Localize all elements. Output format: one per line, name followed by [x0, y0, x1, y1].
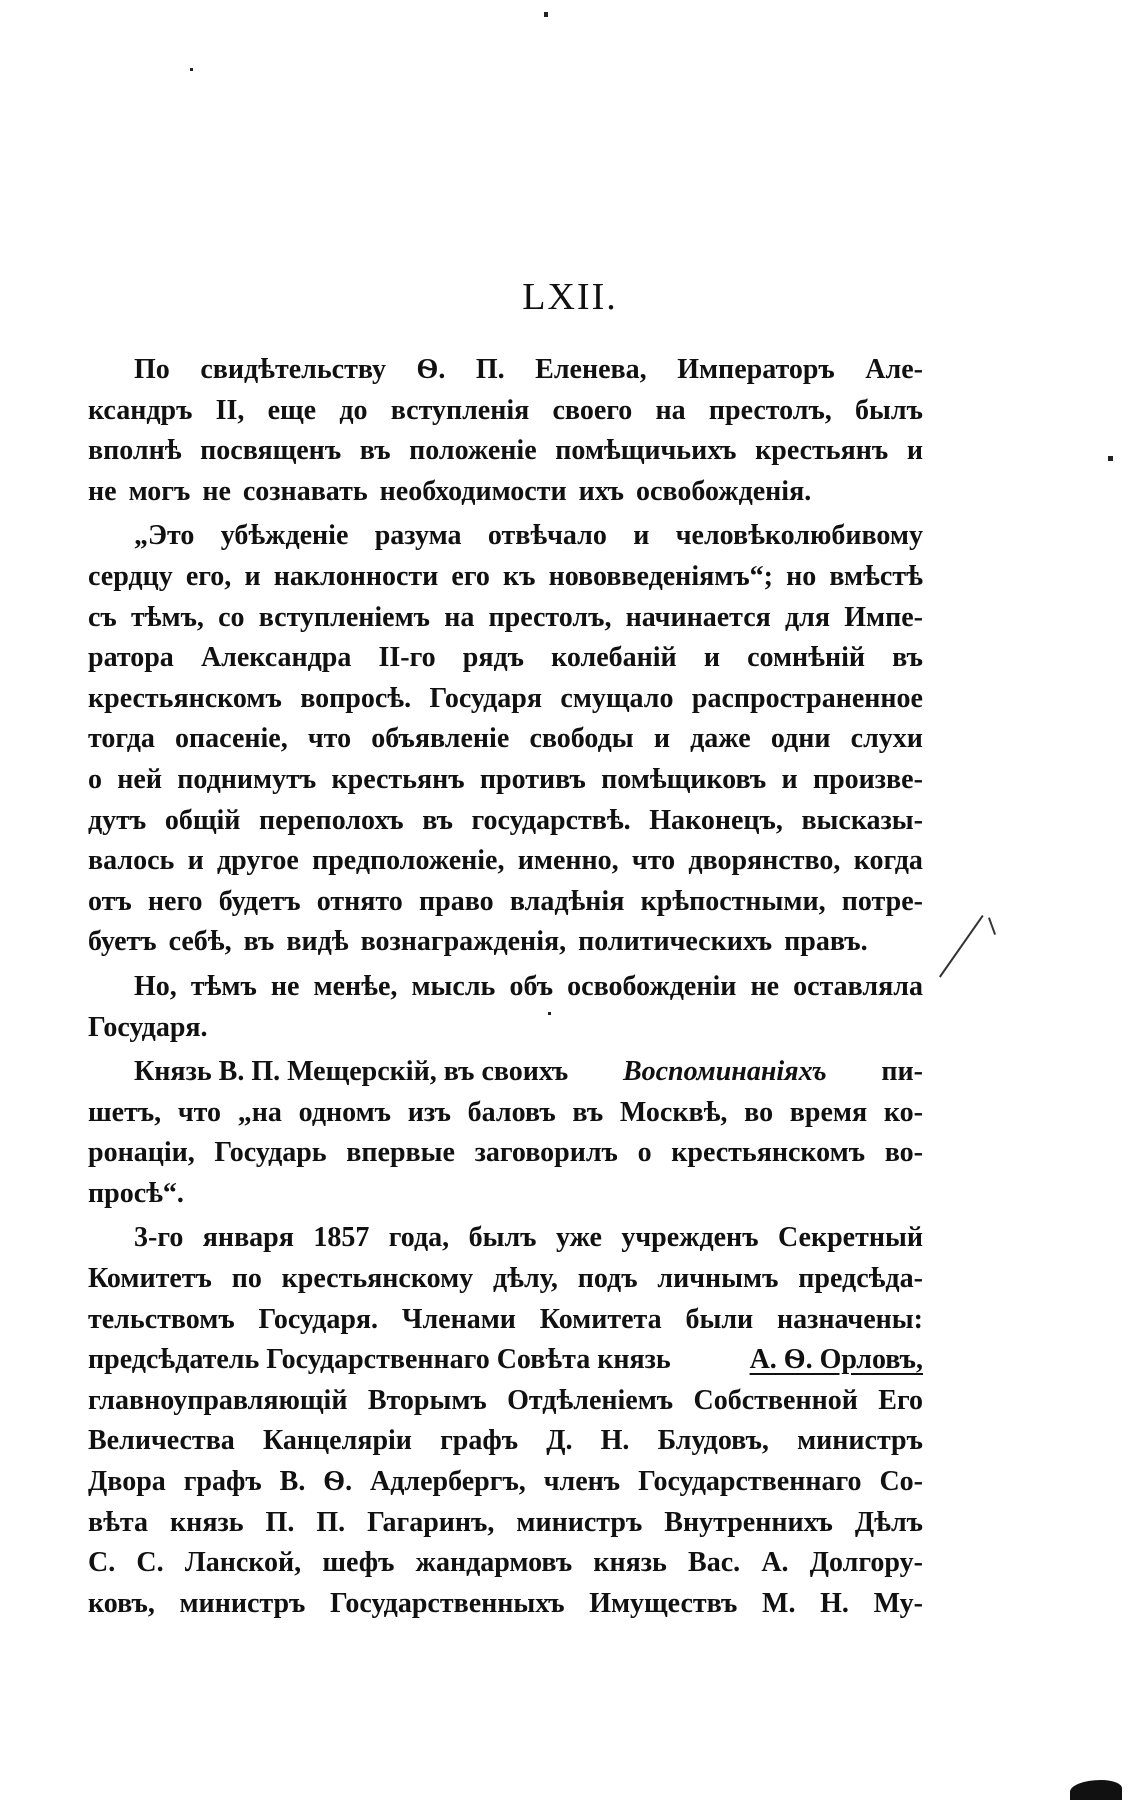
paragraph-1 — [88, 350, 923, 512]
text-line: Величества Канцеляріи графъ Д. Н. Блудовъ, министръ — [88, 1425, 923, 1457]
text-line: тогда опасеніе, что объявленіе свободы и даже одни слухи — [88, 723, 923, 755]
text-line: сердцу его, и наклонности его къ нововведеніямъ“; но вмѣстѣ — [88, 560, 923, 592]
paragraph-5 — [88, 1218, 923, 1624]
text-line: Но, тѣмъ не менѣе, мысль объ освобожденіи не оставляла — [134, 970, 923, 1002]
text-line: не могъ не сознавать необходимости ихъ освобожденія. — [88, 475, 812, 507]
book-title-italic: Воспоминаніяхъ — [622, 1056, 827, 1088]
text-line: о ней поднимутъ крестьянъ противъ помѣщиковъ и произве- — [88, 763, 923, 795]
paragraph-3 — [88, 967, 923, 1048]
text-line: главноуправляющій Вторымъ Отдѣленіемъ Собственной Его — [88, 1384, 923, 1416]
text-line — [88, 1052, 923, 1093]
text-line: дутъ общій переполохъ въ государствѣ. Наконецъ, высказы- — [88, 804, 923, 836]
text-line: Государя. — [88, 1011, 208, 1043]
text-line — [88, 1340, 923, 1381]
text-line: крестьянскомъ вопросѣ. Государя смущало распространенное — [88, 682, 923, 714]
text-line: ратора Александра II-го рядъ колебаній и сомнѣній въ — [88, 642, 923, 674]
text-fragment: Князь В. П. Мещерскій, въ своихъ — [134, 1056, 569, 1088]
underlined-name: А. Ѳ. Орловъ, — [749, 1344, 923, 1376]
text-line: тельствомъ Государя. Членами Комитета были назначены: — [88, 1303, 923, 1335]
text-line: ковъ, министръ Государственныхъ Имуществъ М. Н. Му- — [88, 1587, 923, 1619]
text-line: ронаціи, Государь впервые заговорилъ о крестьянскомъ во- — [88, 1137, 923, 1169]
pencil-mark — [988, 917, 996, 935]
text-line: Двора графъ В. Ѳ. Адлербергъ, членъ Государственнаго Со- — [88, 1466, 923, 1498]
paragraph-2 — [88, 516, 923, 963]
text-line: шетъ, что „на одномъ изъ баловъ въ Москвѣ, во время ко- — [88, 1096, 923, 1128]
pencil-mark — [939, 915, 984, 978]
text-line: буетъ себѣ, въ видѣ вознагражденія, политическихъ правъ. — [88, 926, 868, 958]
ink-speck — [190, 68, 193, 71]
text-line: съ тѣмъ, со вступленіемъ на престолъ, начинается для Импе- — [88, 601, 923, 633]
text-line: вѣта князь П. П. Гагаринъ, министръ Внутреннихъ Дѣлъ — [88, 1506, 923, 1538]
body-text — [88, 350, 923, 1624]
text-line: валось и другое предположеніе, именно, что дворянство, когда — [88, 845, 923, 877]
text-line: отъ него будетъ отнято право владѣнія крѣпостными, потре- — [88, 885, 923, 917]
paragraph-4 — [88, 1052, 923, 1214]
text-line: „Это убѣжденіе разума отвѣчало и человѣколюбивому — [134, 520, 923, 552]
text-line: 3-го января 1857 года, былъ уже учрежденъ Секретный — [134, 1222, 923, 1254]
text-line: Комитетъ по крестьянскому дѣлу, подъ личнымъ предсѣда- — [88, 1263, 923, 1295]
text-line: ксандръ II, еще до вступленія своего на престолъ, былъ — [88, 394, 923, 426]
ink-speck — [544, 12, 548, 17]
text-fragment: пи- — [881, 1056, 923, 1088]
ink-blot — [1070, 1780, 1122, 1800]
text-line: С. С. Ланской, шефъ жандармовъ князь Вас. А. Долгору- — [88, 1547, 923, 1579]
text-line: вполнѣ посвященъ въ положеніе помѣщичьихъ крестьянъ и — [88, 435, 923, 467]
chapter-number: LXII. — [522, 276, 618, 318]
text-line: По свидѣтельству Ѳ. П. Еленева, Императоръ Але- — [134, 354, 923, 385]
text-line: просѣ“. — [88, 1177, 184, 1209]
ink-speck — [1108, 456, 1113, 461]
text-fragment: предсѣдатель Государственнаго Совѣта князь — [88, 1344, 671, 1376]
